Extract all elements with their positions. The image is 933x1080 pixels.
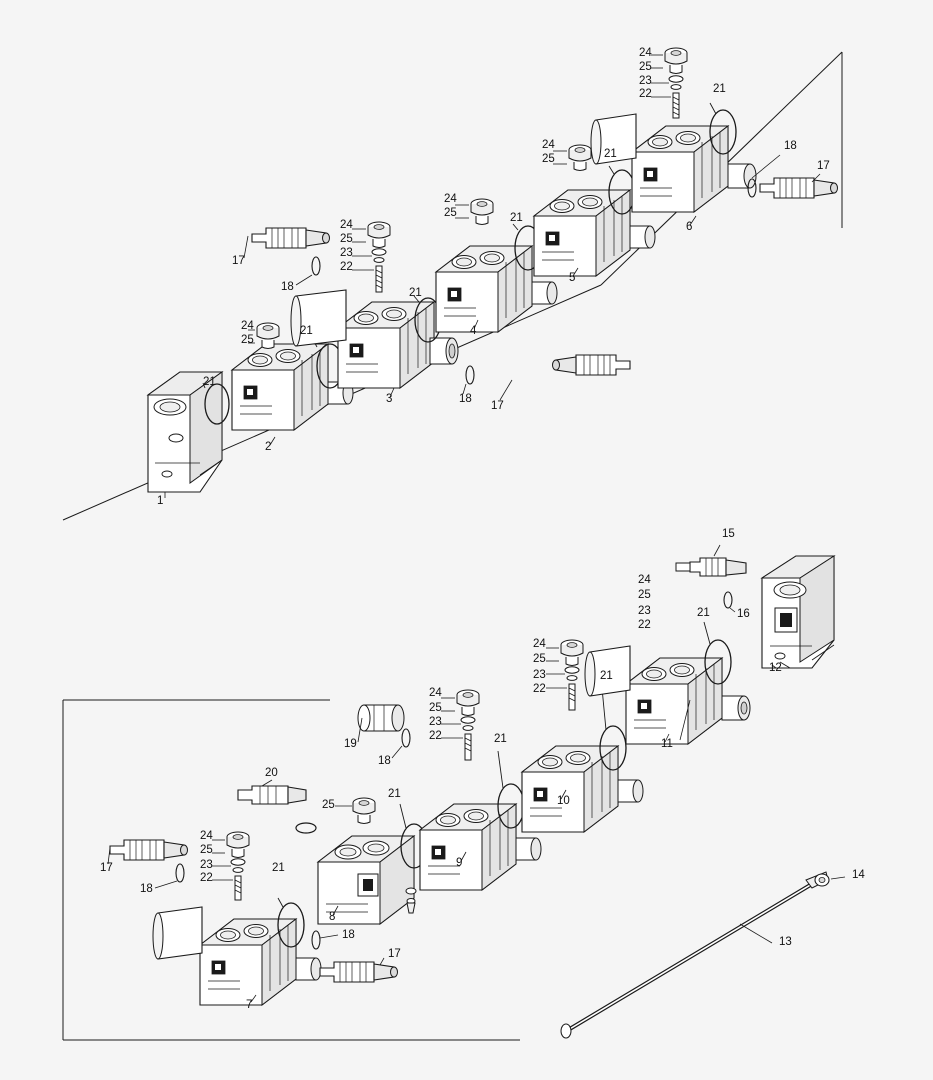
callout-14: 14 bbox=[852, 869, 865, 881]
part-12-end-cover bbox=[762, 556, 834, 668]
callout-25-j: 25 bbox=[322, 799, 335, 811]
callout-10: 10 bbox=[557, 795, 570, 807]
callout-21-c: 21 bbox=[409, 287, 422, 299]
callout-21-d: 21 bbox=[510, 212, 523, 224]
callout-24-i: 24 bbox=[200, 830, 213, 842]
callout-17-a: 17 bbox=[232, 255, 245, 267]
callout-21-g: 21 bbox=[697, 607, 710, 619]
part-10-valve-section bbox=[522, 746, 618, 832]
callout-25-g: 25 bbox=[533, 653, 546, 665]
part-14-nut bbox=[815, 874, 829, 886]
callout-25-c: 25 bbox=[444, 207, 457, 219]
part-3-valve-section bbox=[338, 302, 434, 388]
callout-24-f: 24 bbox=[638, 574, 651, 586]
part-7-valve-section bbox=[200, 919, 296, 1005]
callout-23-a: 23 bbox=[340, 247, 353, 259]
callout-22-c: 22 bbox=[638, 619, 651, 631]
callout-25-h: 25 bbox=[429, 702, 442, 714]
callout-18-f: 18 bbox=[342, 929, 355, 941]
callout-21-b: 21 bbox=[300, 325, 313, 337]
callout-17-b: 17 bbox=[491, 400, 504, 412]
callout-24-a: 24 bbox=[340, 219, 353, 231]
callout-23-c: 23 bbox=[638, 605, 651, 617]
callout-2: 2 bbox=[265, 441, 272, 453]
callout-25-e: 25 bbox=[639, 61, 652, 73]
callout-19: 19 bbox=[344, 738, 357, 750]
callout-16: 16 bbox=[737, 608, 750, 620]
callout-11: 11 bbox=[661, 738, 673, 750]
callout-12: 12 bbox=[769, 662, 782, 674]
callout-21-h: 21 bbox=[600, 670, 613, 682]
callout-18-c: 18 bbox=[784, 140, 797, 152]
callout-25-a: 25 bbox=[340, 233, 353, 245]
callout-25-b: 25 bbox=[241, 334, 254, 346]
part-3-spool-body bbox=[291, 290, 346, 346]
callout-17-e: 17 bbox=[388, 948, 401, 960]
callout-21-i: 21 bbox=[494, 733, 507, 745]
callout-24-g: 24 bbox=[533, 638, 546, 650]
part-9-valve-section bbox=[420, 804, 516, 890]
callout-4: 4 bbox=[470, 325, 477, 337]
callout-25-d: 25 bbox=[542, 153, 555, 165]
part-17-relief-upper-left bbox=[252, 228, 330, 248]
callout-1: 1 bbox=[157, 495, 164, 507]
callout-23-b: 23 bbox=[639, 75, 652, 87]
callout-22-b: 22 bbox=[639, 88, 652, 100]
callout-25-i: 25 bbox=[200, 844, 213, 856]
part-11-valve-section bbox=[626, 658, 722, 744]
part-2-valve-section bbox=[232, 344, 328, 430]
callout-21-f: 21 bbox=[713, 83, 726, 95]
part-3-outlet bbox=[430, 338, 458, 364]
callout-23-f: 23 bbox=[200, 859, 213, 871]
callout-23-d: 23 bbox=[533, 669, 546, 681]
callout-9: 9 bbox=[456, 857, 463, 869]
callout-22-f: 22 bbox=[200, 872, 213, 884]
callout-15: 15 bbox=[722, 528, 735, 540]
callout-21-k: 21 bbox=[272, 862, 285, 874]
part-13-tie-rod bbox=[561, 872, 828, 1038]
callout-20: 20 bbox=[265, 767, 278, 779]
callout-21-a: 21 bbox=[203, 376, 216, 388]
callout-18-e: 18 bbox=[140, 883, 153, 895]
callout-3: 3 bbox=[386, 393, 393, 405]
part-3-spring-stack bbox=[372, 249, 386, 292]
callout-24-d: 24 bbox=[542, 139, 555, 151]
callout-21-j: 21 bbox=[388, 788, 401, 800]
callout-22-a: 22 bbox=[340, 261, 353, 273]
callout-13: 13 bbox=[779, 936, 792, 948]
part-17-relief-mid bbox=[553, 355, 631, 375]
callout-25-f: 25 bbox=[638, 589, 651, 601]
callout-24-e: 24 bbox=[639, 47, 652, 59]
callout-21-e: 21 bbox=[604, 148, 617, 160]
callout-18-b: 18 bbox=[459, 393, 472, 405]
callout-22-e: 22 bbox=[429, 730, 442, 742]
part-4-valve-section bbox=[436, 246, 532, 332]
part-6-valve-section bbox=[632, 126, 728, 212]
callout-5: 5 bbox=[569, 272, 576, 284]
callout-24-c: 24 bbox=[444, 193, 457, 205]
callout-8: 8 bbox=[329, 911, 336, 923]
callout-7: 7 bbox=[246, 999, 253, 1011]
callout-22-d: 22 bbox=[533, 683, 546, 695]
callout-18-a: 18 bbox=[281, 281, 294, 293]
part-1-end-cover bbox=[148, 372, 222, 492]
callout-24-b: 24 bbox=[241, 320, 254, 332]
callout-6: 6 bbox=[686, 221, 693, 233]
part-5-valve-section bbox=[534, 190, 630, 276]
callout-17-c: 17 bbox=[817, 160, 830, 172]
callout-24-h: 24 bbox=[429, 687, 442, 699]
callout-18-d: 18 bbox=[378, 755, 391, 767]
part-17-relief-upper-right bbox=[760, 178, 838, 198]
callout-17-d: 17 bbox=[100, 862, 113, 874]
callout-23-e: 23 bbox=[429, 716, 442, 728]
